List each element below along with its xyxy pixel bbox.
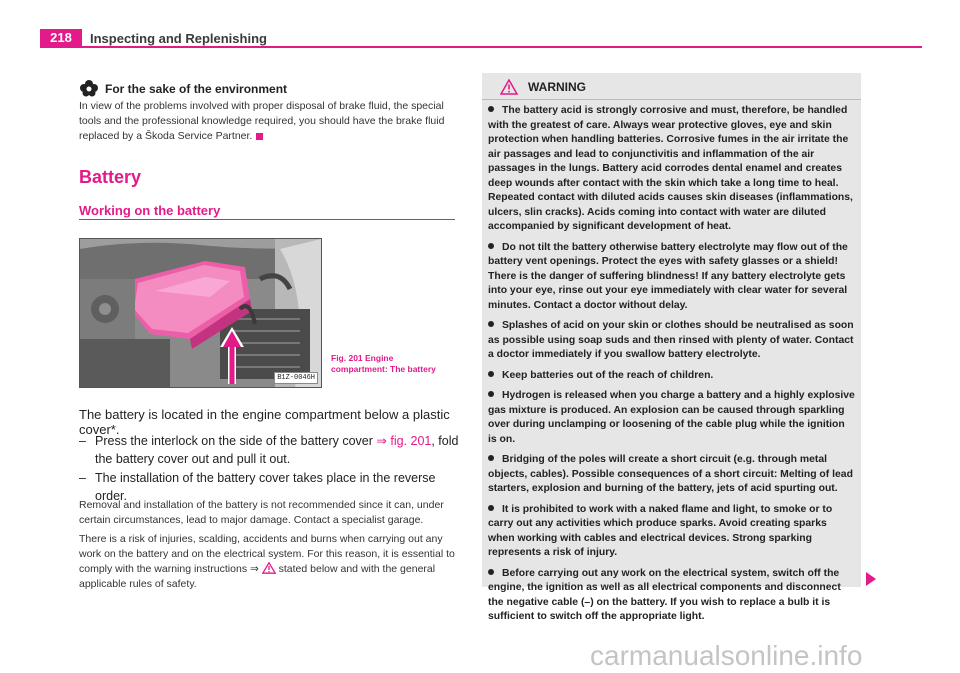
figure-caption: Fig. 201 Engine compartment: The battery [331, 353, 436, 374]
warning-item [488, 503, 856, 561]
subsection-rule [79, 219, 455, 220]
bullet [488, 106, 494, 112]
bullet [488, 569, 494, 575]
bullet [488, 391, 494, 397]
environment-heading: For the sake of the environment [105, 82, 288, 96]
warning-list [488, 104, 856, 631]
bullet [488, 321, 494, 327]
battery-figure [79, 238, 322, 388]
bullet [488, 505, 494, 511]
warning-box [482, 73, 861, 622]
step-dash: – [79, 471, 86, 485]
section-title: Battery [79, 167, 142, 187]
step-1 [79, 432, 464, 468]
environment-paragraph: In view of the problems involved with proper disposal of brake fluid, the special tools and the professional knowledge required, you should have the brake fluid replaced by a Škoda Service Partner. [79, 100, 445, 142]
step-1-text-before: Press the interlock on the side of the battery cover [95, 434, 377, 448]
end-marker [256, 133, 263, 140]
step-2-text: The installation of the battery cover takes place in the reverse order. [95, 471, 436, 503]
risk-paragraph [79, 532, 459, 592]
step-dash: – [79, 434, 86, 448]
risk-text-after: stated below and with the general applicable rules of safety. [79, 563, 436, 590]
warning-item [488, 319, 856, 363]
warning-item-text: Bridging of the poles will create a short circuit (e.g. through metal objects, cables). Possible consequences of a short circuit: Melting of lead starters, explosion and burning of the battery, jets of acid spurting out. [488, 454, 853, 494]
warning-item-text: Splashes of acid on your skin or clothes should be neutralised as soon as possible using soap suds and then rinsed with plenty of water. Contact a doctor immediately if you swallow battery electrolyte. [488, 320, 854, 360]
header-rule [40, 46, 922, 48]
page-header-title: Inspecting and Replenishing [90, 31, 267, 46]
figure-link[interactable]: ⇒ fig. 201 [376, 434, 432, 448]
flower-icon [79, 79, 99, 99]
removal-paragraph: Removal and installation of the battery is not recommended since it can, under certain circumstances, lead to major damage. Contact a specialist garage. [79, 499, 444, 526]
warning-item-text: The battery acid is strongly corrosive and must, therefore, be handled with the greatest of care. Always wear protective gloves, eye and skin protection when handling batteries. Corrosive fumes in the air irritate the air passages and lead to conjunctivitis and inflammation of the air passages in the lungs. Battery acid corrodes dental enamel and creates deep wounds after contact with the skin which take a long time to heal. Repeated contact with diluted acids causes skin diseases (inflammations, ulcers, slin cracks). Acids coming into contact with water are diluted accompanied by significant development of heat. [488, 105, 853, 232]
bullet [488, 243, 494, 249]
warning-item [488, 389, 856, 447]
page-number: 218 [40, 29, 82, 47]
warning-title: WARNING [528, 80, 586, 94]
figure-code: B1Z-0046H [274, 372, 318, 384]
warning-item [488, 369, 856, 384]
warning-item [488, 453, 856, 497]
warning-item-text: Do not tilt the battery otherwise battery electrolyte may flow out of the battery vent openings. Protect the eyes with safety glasses or a shield! There is the danger of suffering blindness! If any battery electrolyte gets into your eye, rinse out your eye immediately with clear water for several minutes. Contact a doctor without delay. [488, 241, 848, 311]
engine-compartment-image [80, 239, 321, 387]
subsection-title: Working on the battery [79, 203, 221, 218]
warning-item-text: Keep batteries out of the reach of children. [502, 369, 714, 381]
warning-item [488, 104, 856, 235]
step-1-text [95, 432, 464, 468]
warning-item [488, 241, 856, 314]
next-page-arrow-icon[interactable] [866, 572, 876, 586]
warning-header [482, 73, 861, 100]
bullet [488, 371, 494, 377]
environment-text [79, 99, 459, 144]
watermark: carmanualsonline.info [590, 640, 863, 671]
warning-item [488, 567, 856, 625]
bullet [488, 455, 494, 461]
warning-item-text: It is prohibited to work with a naked flame and light, to smoke or to carry out any activities which produce sparks. Avoid creating sparks when working with cables and electrical devices. Strong sparking represents a risk of injury. [488, 503, 833, 558]
warning-triangle-icon[interactable] [262, 562, 276, 574]
warning-triangle-icon [500, 79, 518, 95]
risk-text-before: There is a risk of injuries, scalding, accidents and burns when carrying out any work on the battery and on the electrical system. For this reason, it is essential to comply with the warning instructions ⇒ [79, 533, 455, 575]
warning-item-text: Before carrying out any work on the electrical system, switch off the engine, the ignition as well as all electrical components and disconnect the negative cable (–) on the battery. If you wish to replace a bulb it is sufficient to switch off the appropriate light. [488, 567, 841, 622]
step-1-text-after: , fold the battery cover out and pull it out. [95, 434, 459, 466]
intro-paragraph: The battery is located in the engine compartment below a plastic cover*. [79, 407, 450, 437]
warning-item-text: Hydrogen is released when you charge a battery and a highly explosive gas mixture is produced. An explosion can be caused through sparkling over during unclamping or loosening of the cable plug while the ignition is on. [488, 390, 855, 445]
